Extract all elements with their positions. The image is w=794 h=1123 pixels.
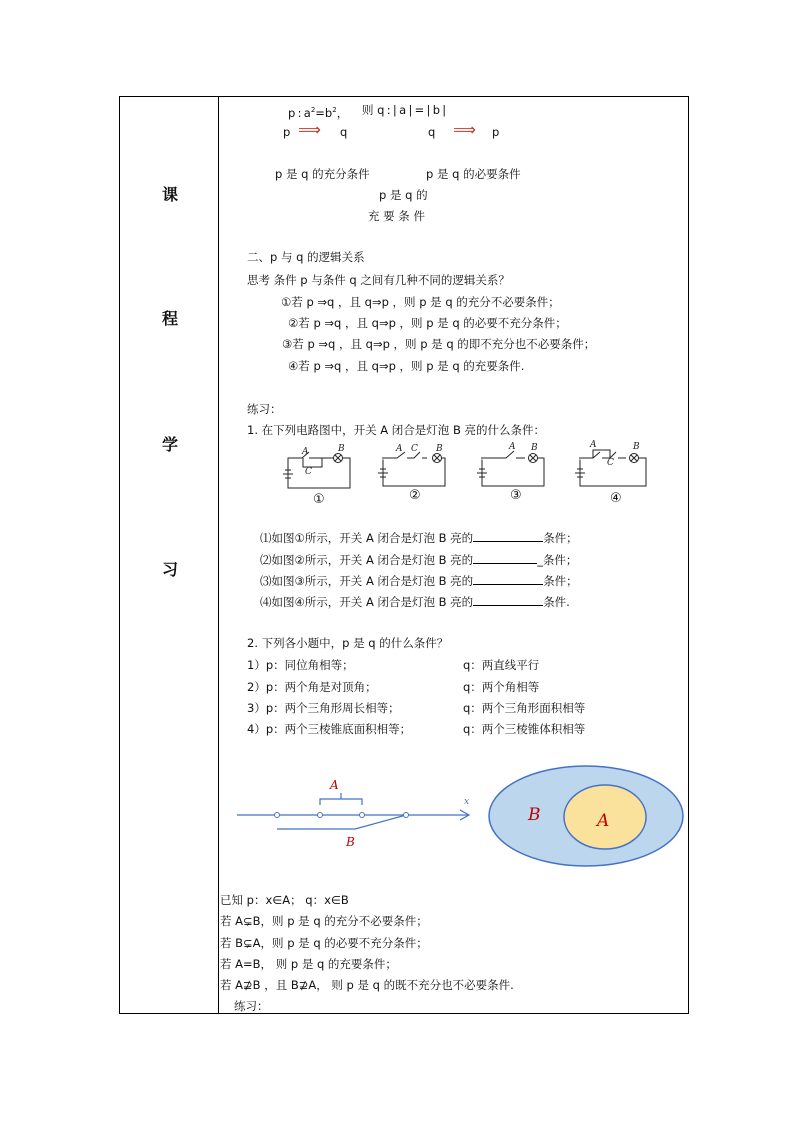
exercise2-question: 2. 下列各小题中，p 是 q 的什么条件？ — [247, 636, 449, 650]
circuit-label-4: ④ — [610, 491, 622, 506]
conclusion-3: 若 A=B， 则 p 是 q 的充要条件； — [220, 957, 397, 971]
svg-text:C: C — [305, 467, 312, 477]
venn-label-a: A — [597, 811, 610, 831]
exercise1-part: ⑷如图④所示，开关 A 闭合是灯泡 B 亮的 条件. — [260, 595, 570, 609]
case-3: ③若 p ⇒q ，且 q⇒p ，则 p 是 q 的即不充分也不必要条件； — [282, 337, 596, 351]
venn-label-b: B — [528, 805, 541, 825]
given-line: 已知 p：x∈A； q：x∈B — [220, 893, 349, 907]
section2-think: 思考 条件 p 与条件 q 之间有几种不同的逻辑关系？ — [247, 273, 510, 287]
svg-text:A: A — [590, 440, 597, 450]
conclusion-2: 若 B⊊A，则 p 是 q 的必要不充分条件； — [220, 936, 428, 950]
svg-text:B: B — [531, 443, 538, 453]
svg-text:A: A — [302, 447, 309, 457]
svg-text:B: B — [436, 444, 443, 454]
sufficient-text: p 是 q 的充分条件 — [275, 167, 370, 181]
imp2-left: q — [428, 125, 436, 139]
exercise2-row-p: 4）p：两个三棱锥底面积相等； — [247, 722, 412, 736]
implies-arrow-icon: ⟹ — [298, 120, 321, 139]
circuit-label-3: ③ — [510, 488, 522, 503]
exercise2-row-q: q：两个角相等 — [463, 680, 540, 694]
exercise2-row-p: 3）p：两个三角形周长相等； — [247, 701, 400, 715]
exercise2-row-q: q：两个三棱锥体积相等 — [463, 722, 586, 736]
exercise1-part: ⑴如图①所示，开关 A 闭合是灯泡 B 亮的 条件； — [260, 531, 578, 545]
exercise2-row-q: q：两个三角形面积相等 — [463, 701, 586, 715]
conclusion-1: 若 A⊊B，则 p 是 q 的充分不必要条件； — [220, 914, 428, 928]
section2-heading: 二、p 与 q 的逻辑关系 — [247, 250, 365, 264]
side-char-4: 习 — [161, 560, 178, 579]
svg-text:A: A — [396, 444, 403, 454]
side-char-1: 课 — [161, 185, 178, 204]
both-text-2: 充 要 条 件 — [368, 209, 425, 223]
numberline-label-a: A — [330, 778, 339, 792]
exercise2-row-q: q：两直线平行 — [463, 658, 540, 672]
case-4: ④若 p ⇒q ，且 q⇒p ，则 p 是 q 的充要条件. — [288, 359, 525, 373]
svg-text:A: A — [509, 442, 516, 452]
exercise2-row-p: 1）p：同位角相等； — [247, 658, 354, 672]
bottom-exercise-label: 练习： — [234, 999, 269, 1013]
implies-arrow-icon: ⟹ — [453, 120, 476, 139]
conclusion-4: 若 A⊉B ，且 B⊉A， 则 p 是 q 的既不充分也不必要条件. — [220, 978, 514, 992]
imp2-right: p — [492, 125, 500, 139]
svg-text:B: B — [338, 444, 345, 454]
svg-text:C: C — [411, 444, 418, 454]
svg-text:B: B — [633, 442, 640, 452]
condition-p-line: p : $a^2=b^2$， — [288, 105, 349, 120]
circuit-label-2: ② — [409, 488, 421, 503]
side-char-3: 学 — [161, 435, 178, 454]
numberline-label-x: x — [464, 797, 470, 807]
exercise1-part: ⑶如图③所示，开关 A 闭合是灯泡 B 亮的 条件； — [260, 574, 578, 588]
condition-q-line: 则 q : | a | = | b | — [362, 103, 447, 117]
case-1: ①若 p ⇒q ，且 q⇒p ，则 p 是 q 的充分不必要条件； — [281, 295, 560, 309]
exercise2-row-p: 2）p：两个角是对顶角； — [247, 680, 377, 694]
exercise1-question: 1. 在下列电路图中，开关 A 闭合是灯泡 B 亮的什么条件： — [247, 423, 546, 437]
exercise1-part: ⑵如图②所示，开关 A 闭合是灯泡 B 亮的 _条件； — [260, 553, 578, 567]
side-char-2: 程 — [161, 309, 178, 328]
circuit-label-1: ① — [313, 492, 325, 507]
imp1-left: p — [283, 125, 291, 139]
both-text-1: p 是 q 的 — [379, 188, 428, 202]
necessary-text: p 是 q 的必要条件 — [426, 167, 521, 181]
exercise-label: 练习： — [247, 402, 282, 416]
imp1-right: q — [340, 125, 348, 139]
svg-text:C: C — [607, 458, 614, 468]
case-2: ②若 p ⇒q ，且 q⇒p ，则 p 是 q 的必要不充分条件； — [288, 316, 567, 330]
numberline-label-b: B — [346, 835, 355, 849]
